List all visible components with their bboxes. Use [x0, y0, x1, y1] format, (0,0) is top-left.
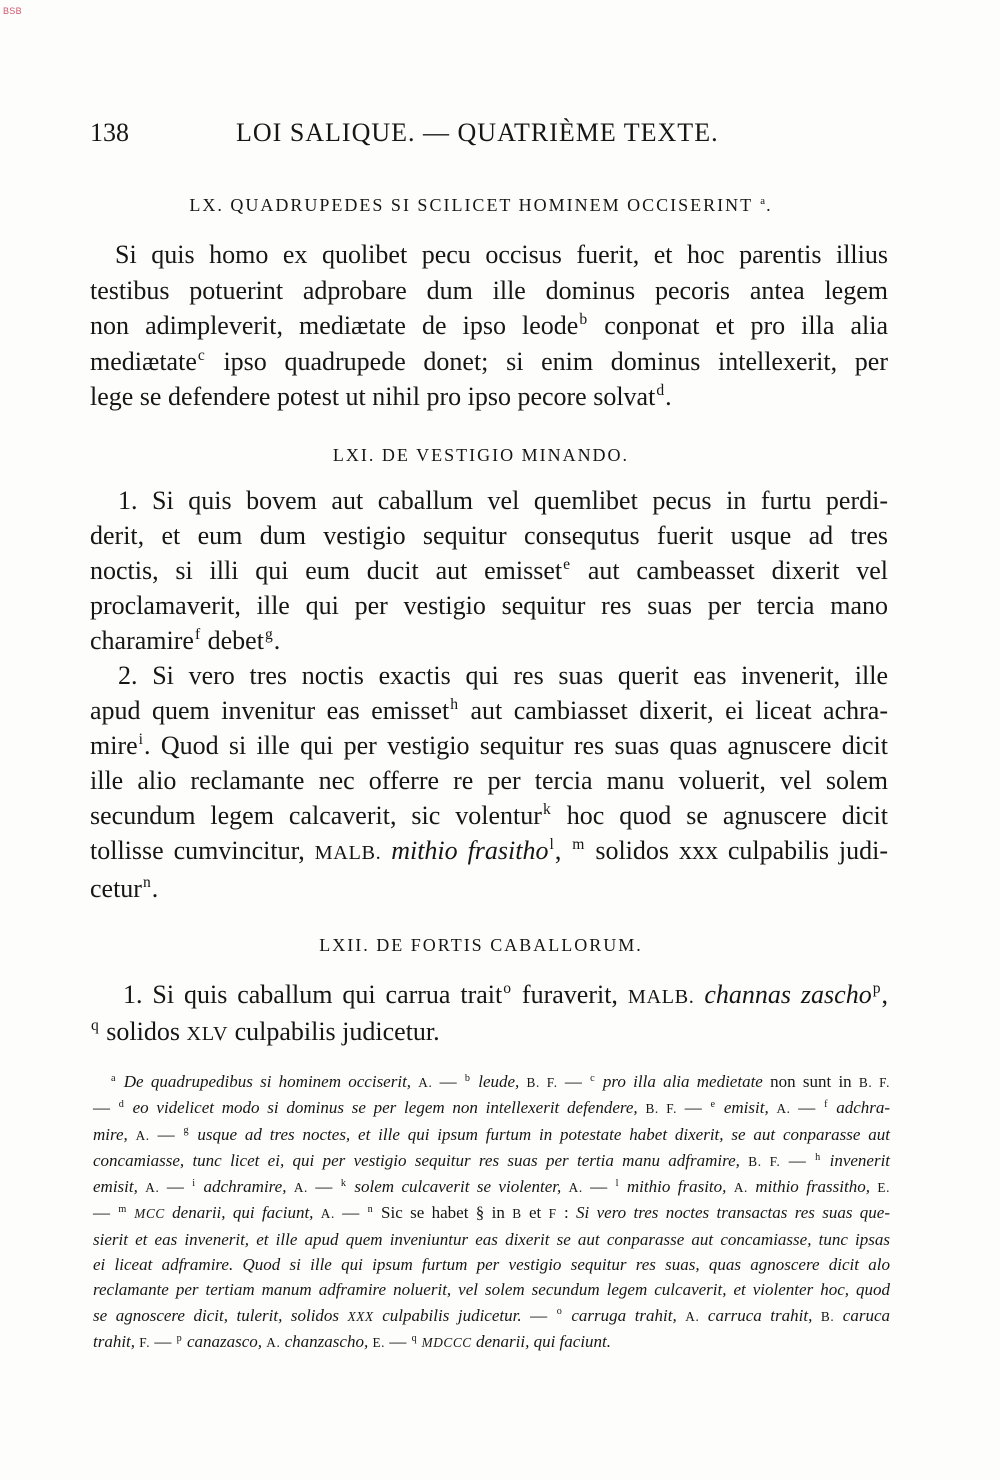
footnote-ref: a	[111, 1072, 116, 1084]
italic-run: carruca trahit,	[699, 1305, 821, 1325]
footnotes	[93, 1069, 890, 1355]
small-caps-run: MALB.	[627, 986, 695, 1008]
italic-run: mithio frasito,	[619, 1177, 734, 1197]
italic-run: reclamante per tertiam manum adframire noluerit, vel solem secundum legem culcaverit, et violenter hoc, quod	[93, 1280, 890, 1300]
text-line	[90, 344, 888, 380]
text-run: 1. Si quis bovem aut caballum vel quemlibet pecus in furtu perdi-	[118, 486, 888, 515]
text-line	[90, 308, 888, 344]
text-run: noctis, si illi qui eum ducit aut emisset	[90, 556, 563, 585]
text-run: —	[677, 1098, 710, 1118]
text-line	[90, 1015, 888, 1052]
small-caps-run: A.	[145, 1180, 160, 1196]
footnote-line	[93, 1148, 890, 1174]
text-run: LX. QUADRUPEDES SI SCILICET HOMINEM OCCISERINT	[189, 195, 760, 215]
text-line	[90, 978, 888, 1015]
text-run: —	[780, 1150, 815, 1170]
text-run: .	[151, 874, 159, 903]
text-run: .	[273, 626, 281, 655]
page-number: 138	[90, 118, 129, 147]
italic-run: concamiasse, tunc licet ei, qui per vestigio sequitur res suas per tertia manu adframire,	[93, 1150, 749, 1170]
italic-run: mithio frassitho,	[747, 1177, 878, 1197]
italic-run: ei liceat adframire. Quod si ille qui ipsum furtum per vestigio sequitur res suas, quas agnoscere dicit alo	[93, 1255, 890, 1275]
footnote-ref: i	[138, 731, 143, 749]
text-run: ille alio reclamante nec offerre re per tercia manu voluerit, vel solem	[90, 766, 888, 795]
small-caps-run: XXX	[347, 1308, 374, 1324]
text-line	[90, 273, 888, 309]
text-run: ipso quadrupede donet; si enim dominus intellexerit, per	[205, 346, 888, 376]
text-run	[381, 836, 391, 865]
text-run: —	[334, 1203, 367, 1223]
footnote-ref: o	[556, 1306, 562, 1318]
section-heading	[82, 933, 880, 957]
text-run: tollisse cumvincitur,	[90, 836, 315, 865]
small-caps-run: MALB.	[314, 842, 382, 864]
text-run: —	[93, 1203, 118, 1223]
italic-run: channas zascho	[704, 980, 872, 1009]
small-caps-run: MCC	[127, 1206, 165, 1222]
text-run: ,	[554, 836, 572, 865]
footnote-line	[93, 1174, 890, 1200]
footnote-ref: d	[118, 1098, 124, 1110]
footnote-ref: f	[194, 626, 201, 644]
italic-run: eo videlicet modo si dominus se per legem non intellexerit defendere,	[124, 1098, 646, 1118]
small-caps-run: A.	[135, 1127, 150, 1143]
footnote-ref: e	[563, 556, 571, 574]
text-run: aut cambeasset dixerit vel	[571, 556, 888, 585]
text-run: —	[521, 1305, 556, 1325]
italic-run: se agnoscere dicit, tulerit, solidos	[93, 1305, 348, 1325]
small-caps-run: B. F.	[526, 1075, 558, 1090]
italic-run: trahit,	[93, 1331, 140, 1351]
text-run: et	[521, 1203, 549, 1223]
text-run: mire	[90, 731, 138, 760]
italic-run: invenerit	[821, 1150, 891, 1170]
italic-run: denarii, qui faciunt,	[164, 1203, 321, 1223]
footnote-ref: e	[710, 1098, 716, 1110]
text-run: secundum legem calcaverit, sic volentur	[90, 801, 542, 830]
footnote-ref: p	[872, 980, 881, 998]
section-body	[90, 978, 888, 1051]
footnote-line	[93, 1227, 890, 1252]
italic-run: denarii, qui faciunt.	[471, 1331, 612, 1351]
text-run: ,	[881, 980, 888, 1009]
text-run: —	[385, 1331, 411, 1351]
text-line	[90, 871, 888, 906]
small-caps-run: MDCCC	[417, 1334, 472, 1350]
footnote-ref: k	[542, 801, 551, 819]
text-run: solidos xxx culpabilis judi-	[585, 836, 889, 865]
footnote-line	[93, 1095, 890, 1121]
footnote-line	[93, 1303, 890, 1329]
text-run: furaverit,	[512, 980, 628, 1009]
text-run: .	[665, 382, 672, 411]
text-run: hoc quod se agnuscere dicit	[551, 801, 888, 830]
italic-run: solem culcaverit se violenter,	[346, 1177, 569, 1197]
section-heading	[82, 193, 880, 217]
text-run: cetur	[90, 874, 142, 903]
text-run: —	[93, 1098, 118, 1118]
library-watermark: BSB	[3, 6, 22, 16]
footnote-ref: q	[411, 1332, 417, 1344]
text-run: charamire	[90, 626, 194, 655]
footnote-ref: h	[815, 1151, 821, 1163]
text-run: debet	[201, 626, 264, 655]
text-run: LXI. DE VESTIGIO MINANDO.	[332, 445, 630, 465]
footnote-ref: f	[824, 1098, 828, 1110]
text-line	[90, 483, 888, 518]
text-run: —	[557, 1072, 590, 1091]
footnote-ref: c	[197, 346, 205, 364]
text-run: derit, et eum dum vestigio sequitur consequtus fuerit usque ad tres	[90, 521, 888, 550]
text-run: non sunt in	[762, 1072, 859, 1091]
small-caps-run: F.	[139, 1334, 151, 1350]
text-line	[90, 379, 888, 415]
italic-run: Si vero tres noctes transactas res suas que-	[576, 1203, 890, 1223]
text-run: —	[159, 1177, 192, 1197]
text-run: . Quod si ille qui per vestigio sequitur res suas quas agnuscere dicit	[144, 731, 888, 760]
text-run: Si quis homo ex quolibet pecu occisus fuerit, et hoc parentis illius	[115, 240, 888, 269]
italic-run: caruca	[834, 1305, 891, 1325]
footnote-ref: d	[656, 382, 665, 400]
footnote-line	[93, 1277, 890, 1302]
footnote-ref: p	[176, 1332, 182, 1344]
text-run: —	[582, 1177, 615, 1197]
text-line	[90, 833, 888, 871]
footnote-line	[93, 1329, 890, 1355]
text-run: 1. Si quis caballum qui carrua trait	[123, 980, 503, 1009]
small-caps-run: F	[548, 1206, 557, 1222]
italic-run: mithio frasitho	[391, 836, 549, 865]
small-caps-run: A.	[733, 1180, 748, 1196]
text-line	[90, 693, 888, 728]
footnote-ref: n	[142, 874, 151, 892]
footnote-ref: g	[264, 626, 273, 644]
italic-run: adchra-	[828, 1098, 891, 1118]
text-run: culpabilis judicetur.	[228, 1016, 440, 1046]
small-caps-run: A.	[685, 1308, 700, 1324]
footnote-ref: n	[367, 1204, 373, 1216]
text-run: —	[150, 1331, 176, 1351]
text-run: LXII. DE FORTIS CABALLORUM.	[319, 935, 643, 955]
small-caps-run: A.	[293, 1180, 308, 1196]
small-caps-run: A.	[418, 1075, 433, 1090]
footnote-line	[93, 1252, 890, 1277]
text-run: —	[432, 1072, 464, 1091]
footnote-ref: o	[503, 980, 512, 998]
italic-run: sierit et eas invenerit, et ille apud quem inveniuntur eas dixerit se aut conparasse aut concamiasse, tunc ipsas	[93, 1229, 890, 1249]
section-body	[90, 237, 888, 415]
section-heading	[82, 443, 880, 467]
footnote-line	[93, 1122, 890, 1148]
small-caps-run: B. F.	[645, 1101, 678, 1117]
text-run: apud quem invenitur eas emisset	[90, 696, 450, 725]
text-line	[90, 588, 888, 623]
footnote-ref: l	[615, 1177, 619, 1189]
paragraph	[90, 483, 888, 658]
footnote-ref: l	[549, 836, 554, 854]
small-caps-run: A.	[776, 1101, 791, 1117]
text-line	[90, 763, 888, 798]
text-run: solidos	[99, 1016, 187, 1046]
text-run: 2. Si vero tres noctis exactis qui res suas querit eas invenerit, ille	[118, 661, 888, 690]
small-caps-run: B. F.	[858, 1075, 891, 1090]
footnote-ref: i	[192, 1177, 196, 1189]
footnote-ref: b	[579, 311, 588, 329]
text-run: testibus potuerint adprobare dum ille dominus pecoris antea legem	[90, 275, 888, 305]
text-run: conponat et pro illa alia	[588, 311, 888, 340]
text-run: proclamaverit, ille qui per vestigio sequitur res suas per tercia mano	[90, 591, 888, 620]
text-run: —	[790, 1098, 824, 1118]
paragraph	[90, 978, 888, 1051]
footnote-ref: g	[183, 1125, 189, 1137]
small-caps-run: A.	[266, 1334, 281, 1350]
footnote-line	[93, 1069, 890, 1095]
text-run: —	[149, 1124, 183, 1144]
small-caps-run: XLV	[186, 1022, 229, 1045]
section-body	[90, 483, 888, 906]
italic-run: adchramire,	[196, 1177, 294, 1197]
small-caps-run: B	[512, 1206, 522, 1222]
small-caps-run: E.	[372, 1334, 386, 1350]
text-run: lege se defendere potest ut nihil pro ipso pecore solvat	[90, 382, 656, 411]
italic-run: culpabilis judicetur.	[373, 1305, 522, 1325]
text-line	[90, 728, 888, 763]
text-line	[90, 798, 888, 833]
italic-run: chanzascho,	[280, 1331, 373, 1351]
italic-run: leude,	[470, 1072, 527, 1091]
footnote-ref: a	[760, 195, 766, 208]
italic-run: usque ad tres noctes, et ille qui ipsum furtum in potestate habet dixerit, se aut conparasse aut	[189, 1124, 890, 1144]
text-line	[90, 518, 888, 553]
paragraph	[90, 658, 888, 906]
text-line	[90, 237, 888, 273]
footnote-ref: k	[340, 1177, 346, 1189]
small-caps-run: B.	[820, 1308, 835, 1324]
text-run: Sic se habet § in	[373, 1203, 513, 1223]
paragraph	[90, 237, 888, 415]
text-line	[90, 623, 888, 658]
text-run: non adimpleverit, mediætate de ipso leode	[90, 311, 579, 340]
italic-run: emisit,	[93, 1177, 146, 1197]
italic-run: emisit,	[716, 1098, 777, 1118]
small-caps-run: A.	[320, 1206, 335, 1222]
small-caps-run: A.	[568, 1180, 583, 1196]
footnote-ref: b	[464, 1072, 470, 1084]
footnote-ref: h	[450, 696, 459, 714]
text-run: —	[307, 1177, 340, 1197]
text-line	[90, 658, 888, 693]
text-run: .	[766, 195, 773, 215]
footnote-line	[93, 1200, 890, 1226]
footnote-ref: q	[91, 1016, 99, 1034]
small-caps-run: B. F.	[748, 1153, 781, 1169]
italic-run: carruga trahit,	[562, 1305, 686, 1325]
text-run: :	[556, 1203, 577, 1223]
text-run	[694, 980, 704, 1009]
text-line	[90, 553, 888, 588]
footnote-ref: m	[118, 1204, 127, 1216]
text-run: aut cambiasset dixerit, ei liceat achra-	[459, 696, 888, 725]
text-run: mediætate	[90, 346, 197, 376]
footnote-ref: m	[572, 836, 585, 854]
italic-run: mire,	[93, 1124, 136, 1144]
footnote-ref: c	[590, 1072, 595, 1084]
italic-run: pro illa alia medietate	[595, 1072, 763, 1091]
running-title: LOI SALIQUE. — QUATRIÈME TEXTE.	[236, 118, 719, 147]
italic-run: canazasco,	[182, 1331, 267, 1351]
italic-run: De quadrupedibus si hominem occiserit,	[116, 1072, 419, 1091]
small-caps-run: E.	[877, 1180, 891, 1196]
